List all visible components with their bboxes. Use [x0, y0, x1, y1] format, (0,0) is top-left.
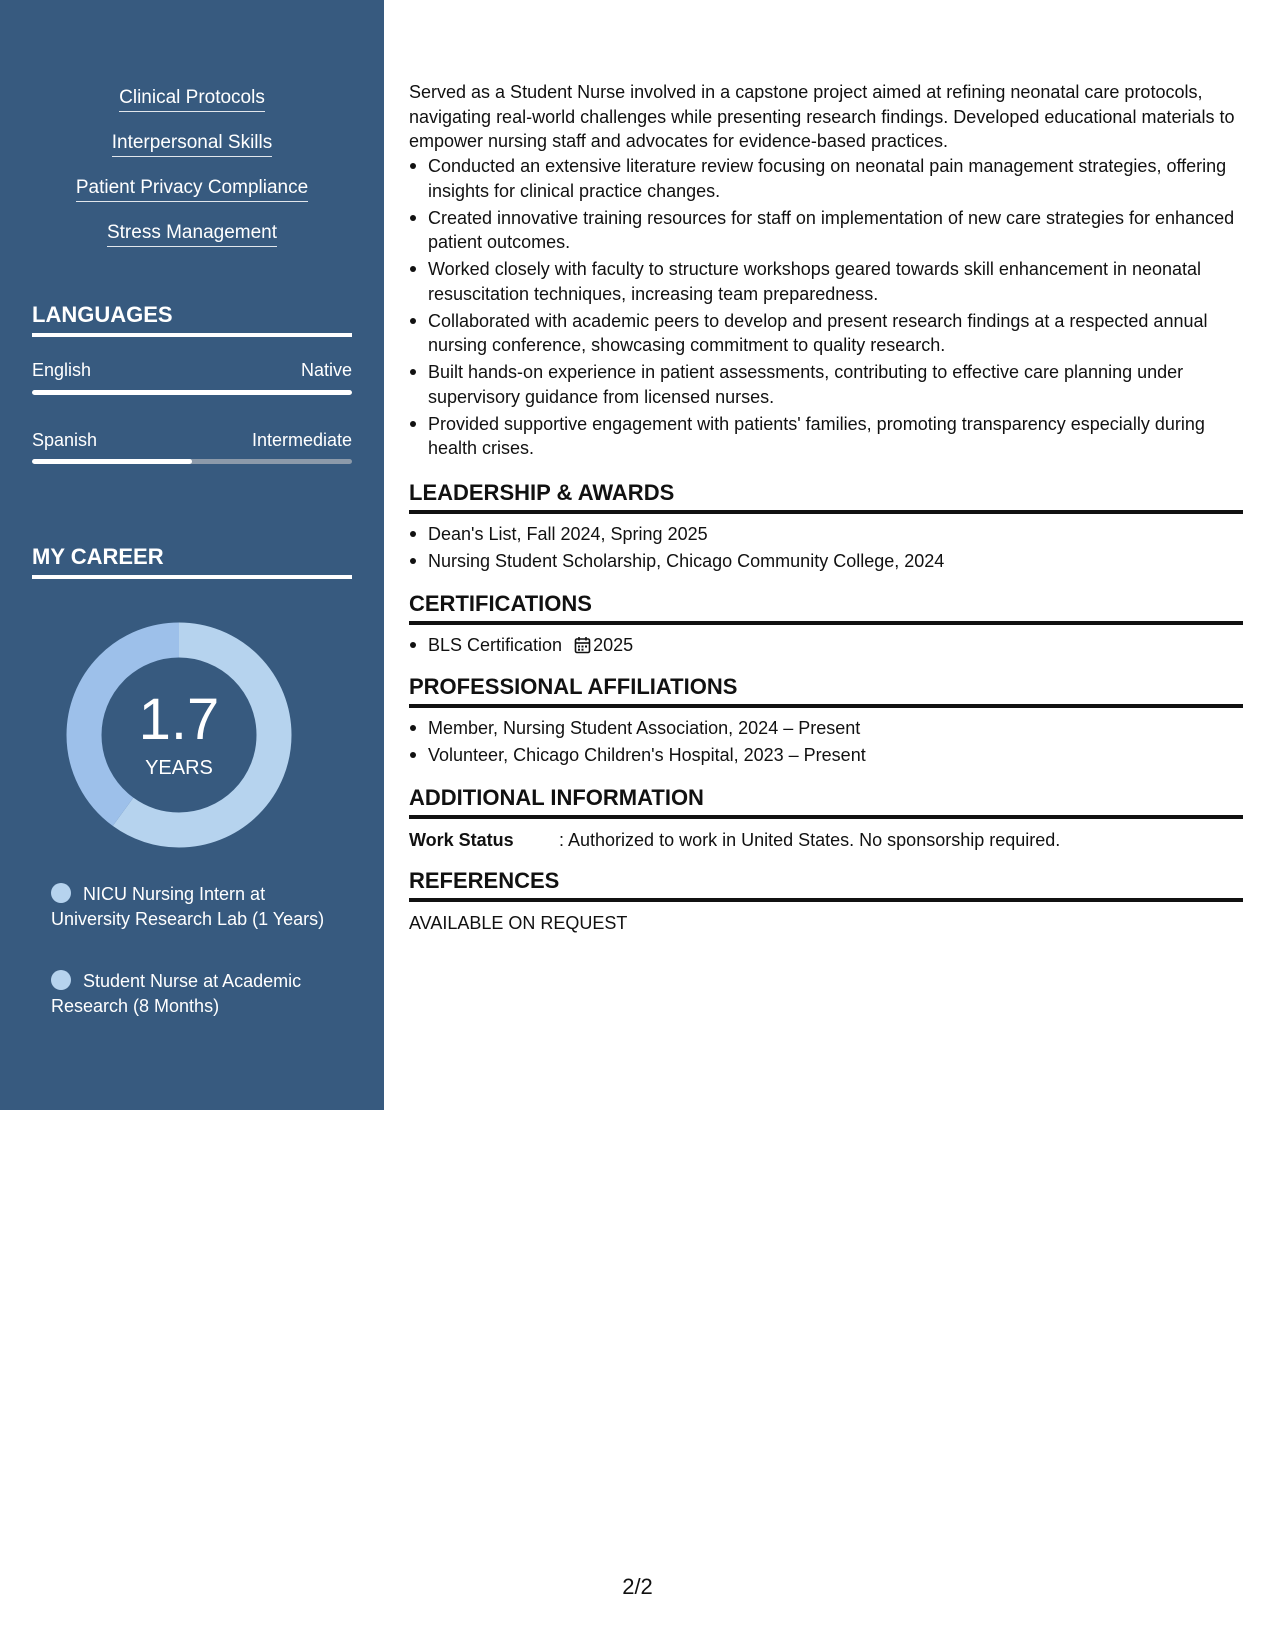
list-item: Nursing Student Scholarship, Chicago Community College, 2024 — [409, 549, 1243, 574]
languages-heading: LANGUAGES — [32, 301, 352, 337]
language-level: Intermediate — [251, 430, 352, 450]
references-heading: REFERENCES — [409, 867, 1243, 902]
additional-info-heading: ADDITIONAL INFORMATION — [409, 784, 1243, 819]
language-level: Native — [300, 360, 352, 380]
references-text: AVAILABLE ON REQUEST — [409, 913, 628, 933]
list-item: Collaborated with academic peers to develop and present research findings at a respected annual nursing conference, showcasing commitment to quality research. — [409, 309, 1243, 358]
leadership-list — [409, 522, 1243, 576]
work-status-value: : Authorized to work in United States. No sponsorship required. — [559, 830, 1061, 850]
language-bar-fill — [32, 390, 352, 395]
language-name: English — [32, 360, 92, 380]
list-item: Volunteer, Chicago Children's Hospital, 2023 – Present — [409, 743, 1243, 768]
career-dot-icon — [51, 970, 71, 990]
language-name: Spanish — [32, 430, 98, 450]
donut-center — [66, 622, 292, 848]
skill-item — [0, 221, 384, 266]
list-item — [409, 633, 1243, 661]
leadership-heading: LEADERSHIP & AWARDS — [409, 479, 1243, 514]
language-bar-spanish — [32, 459, 352, 464]
certification-year: 2025 — [593, 635, 634, 655]
certification-name: BLS Certification — [428, 635, 563, 655]
career-item-text: Student Nurse at Academic Research (8 Months) — [51, 971, 302, 1016]
affiliations-heading: PROFESSIONAL AFFILIATIONS — [409, 673, 1243, 708]
career-item-text: NICU Nursing Intern at University Research Lab (1 Years) — [51, 884, 325, 929]
certifications-list — [409, 633, 1243, 663]
list-item: Built hands-on experience in patient assessments, contributing to effective care planning under supervisory guidance from licensed nurses. — [409, 360, 1243, 409]
career-item — [51, 969, 331, 1018]
list-item: Dean's List, Fall 2024, Spring 2025 — [409, 522, 1243, 547]
career-total-unit: YEARS — [145, 757, 213, 779]
calendar-icon — [574, 636, 591, 661]
experience-summary: Served as a Student Nurse involved in a capstone project aimed at refining neonatal care protocols, navigating real-world challenges while presenting research findings. Developed educational materials to empower nursing staff and advocates for evidence-based practices. — [409, 82, 1235, 151]
list-item: Created innovative training resources for staff on implementation of new care strategies for enhanced patient outcomes. — [409, 206, 1243, 255]
language-bar-english — [32, 390, 352, 395]
career-item — [51, 882, 331, 931]
language-bar-fill — [32, 459, 192, 464]
affiliations-list — [409, 716, 1243, 770]
skill-label: Stress Management — [107, 221, 277, 247]
skills-list — [0, 86, 384, 266]
language-row-english — [32, 358, 352, 382]
page-number: 2/2 — [622, 1574, 653, 1599]
certifications-heading: CERTIFICATIONS — [409, 590, 1243, 625]
skill-item — [0, 86, 384, 131]
experience-bullets — [409, 154, 1243, 463]
list-item: Conducted an extensive literature review focusing on neonatal pain management strategies, offering insights for clinical practice changes. — [409, 154, 1243, 203]
list-item: Member, Nursing Student Association, 2024 – Present — [409, 716, 1243, 741]
work-status-label: Work Status — [409, 830, 514, 850]
career-heading: MY CAREER — [32, 543, 352, 579]
skill-label: Patient Privacy Compliance — [76, 176, 308, 202]
work-status-row — [409, 828, 1243, 852]
skill-label: Interpersonal Skills — [112, 131, 273, 157]
career-total-value: 1.7 — [138, 687, 220, 752]
list-item: Provided supportive engagement with patients' families, promoting transparency especially during health crises. — [409, 412, 1243, 461]
sidebar — [0, 0, 384, 1110]
skill-label: Clinical Protocols — [119, 86, 265, 112]
career-donut-chart — [66, 622, 292, 848]
skill-item — [0, 131, 384, 176]
language-row-spanish — [32, 428, 352, 452]
career-dot-icon — [51, 883, 71, 903]
skill-item — [0, 176, 384, 221]
list-item: Worked closely with faculty to structure workshops geared towards skill enhancement in neonatal resuscitation techniques, increasing team preparedness. — [409, 257, 1243, 306]
